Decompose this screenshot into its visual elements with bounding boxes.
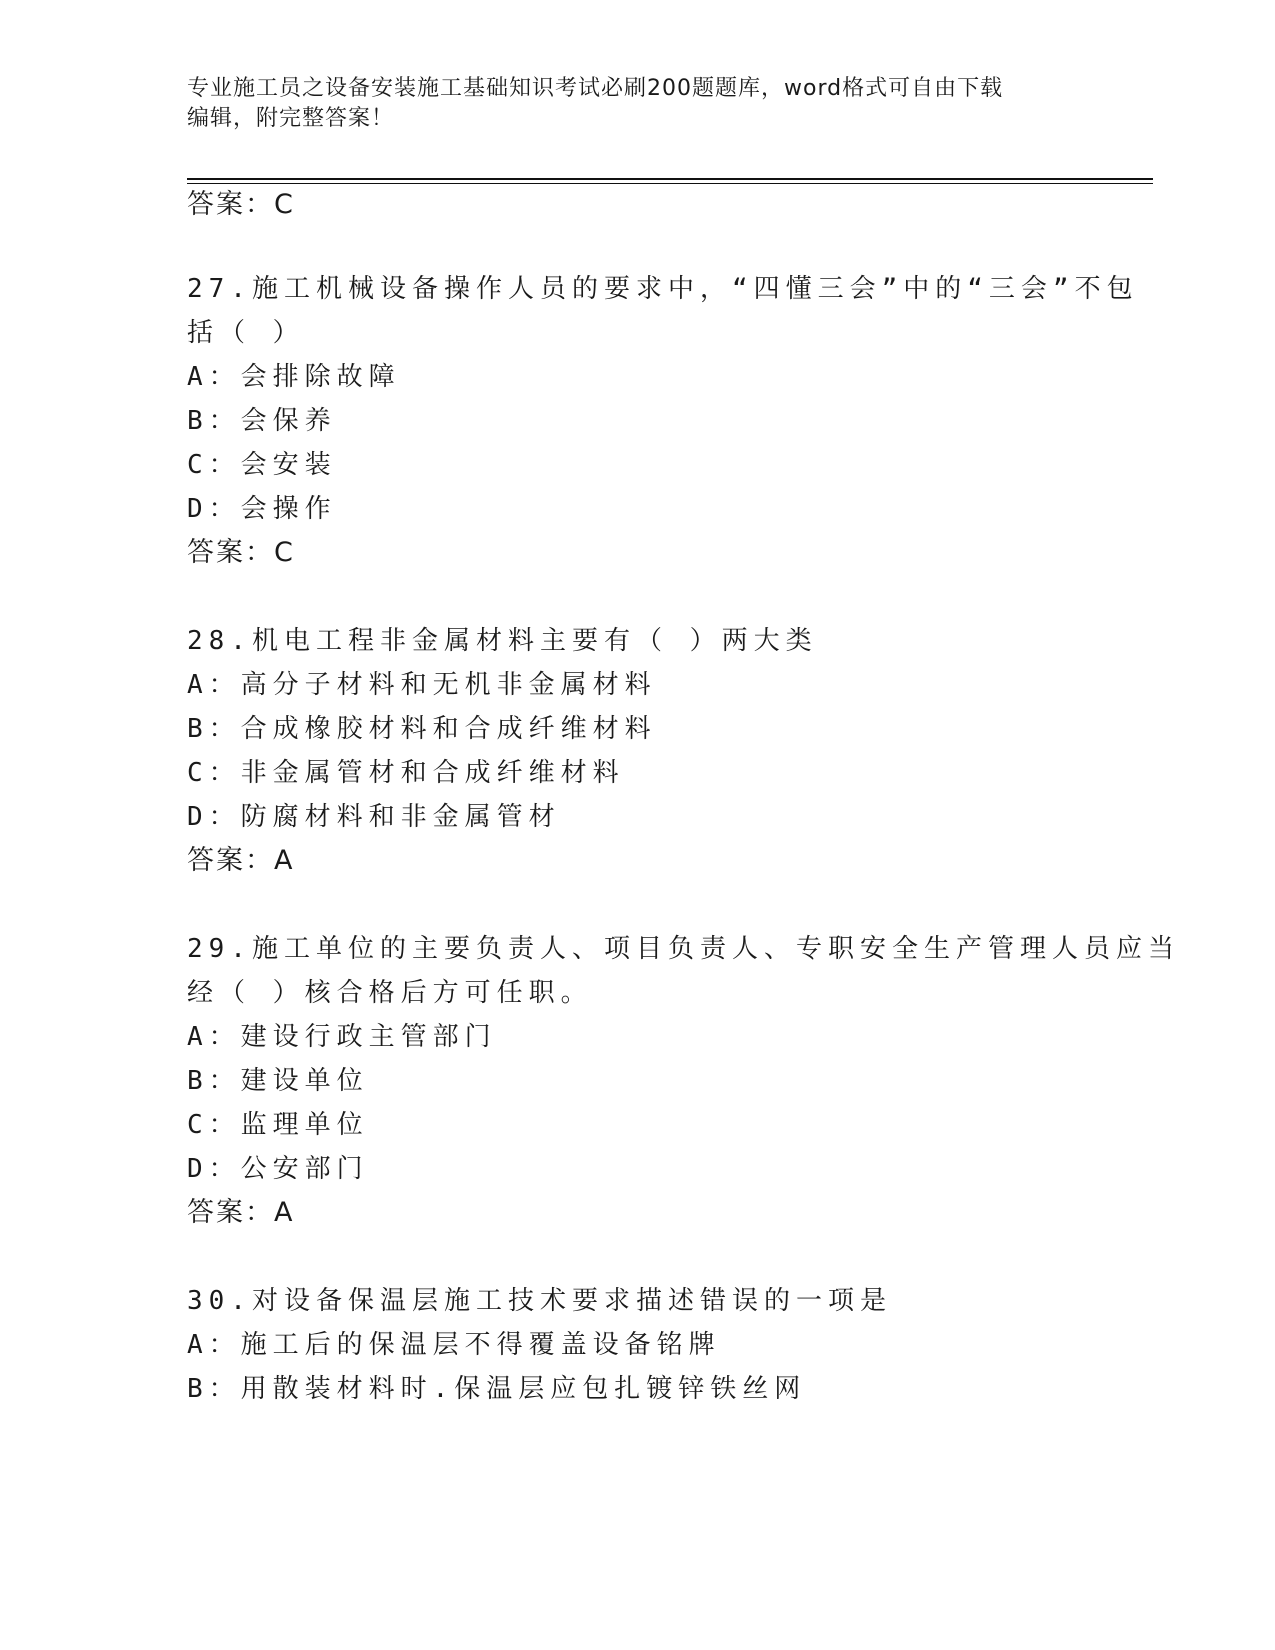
header-line-1: 专业施工员之设备安装施工基础知识考试必刷200题题库，word格式可自由下载 <box>187 76 1004 101</box>
question-stem: 30.对设备保温层施工技术要求描述错误的一项是 <box>187 1286 892 1316</box>
option-d: D：会操作 <box>187 494 337 524</box>
answer-line: 答案：C <box>187 189 295 220</box>
option-d: D：公安部门 <box>187 1154 369 1184</box>
option-b: B：建设单位 <box>187 1066 369 1096</box>
question-stem-continued: 括（ ） <box>187 318 305 348</box>
document-header <box>187 74 1087 134</box>
option-a: A：高分子材料和无机非金属材料 <box>187 670 657 700</box>
option-a: A：建设行政主管部门 <box>187 1022 497 1052</box>
option-a: A：施工后的保温层不得覆盖设备铭牌 <box>187 1330 721 1360</box>
option-b: B：合成橡胶材料和合成纤维材料 <box>187 714 657 744</box>
option-c: C：监理单位 <box>187 1110 369 1140</box>
question-stem-continued: 经（ ）核合格后方可任职。 <box>187 978 593 1008</box>
option-b: B：用散装材料时.保温层应包扎镀锌铁丝网 <box>187 1374 807 1404</box>
answer-line: 答案：C <box>187 537 295 568</box>
question-stem: 27.施工机械设备操作人员的要求中，“四懂三会”中的“三会”不包 <box>187 274 1139 304</box>
header-rule <box>187 178 1153 180</box>
header-line-2: 编辑，附完整答案！ <box>187 106 395 131</box>
question-stem: 29.施工单位的主要负责人、项目负责人、专职安全生产管理人员应当 <box>187 934 1180 964</box>
option-c: C：非金属管材和合成纤维材料 <box>187 758 625 788</box>
answer-line: 答案：A <box>187 1197 295 1228</box>
option-b: B：会保养 <box>187 406 337 436</box>
option-c: C：会安装 <box>187 450 337 480</box>
header-rule-thin <box>187 183 1153 184</box>
option-a: A：会排除故障 <box>187 362 401 392</box>
answer-line: 答案：A <box>187 845 295 876</box>
option-d: D：防腐材料和非金属管材 <box>187 802 561 832</box>
question-stem: 28.机电工程非金属材料主要有（ ）两大类 <box>187 626 818 656</box>
